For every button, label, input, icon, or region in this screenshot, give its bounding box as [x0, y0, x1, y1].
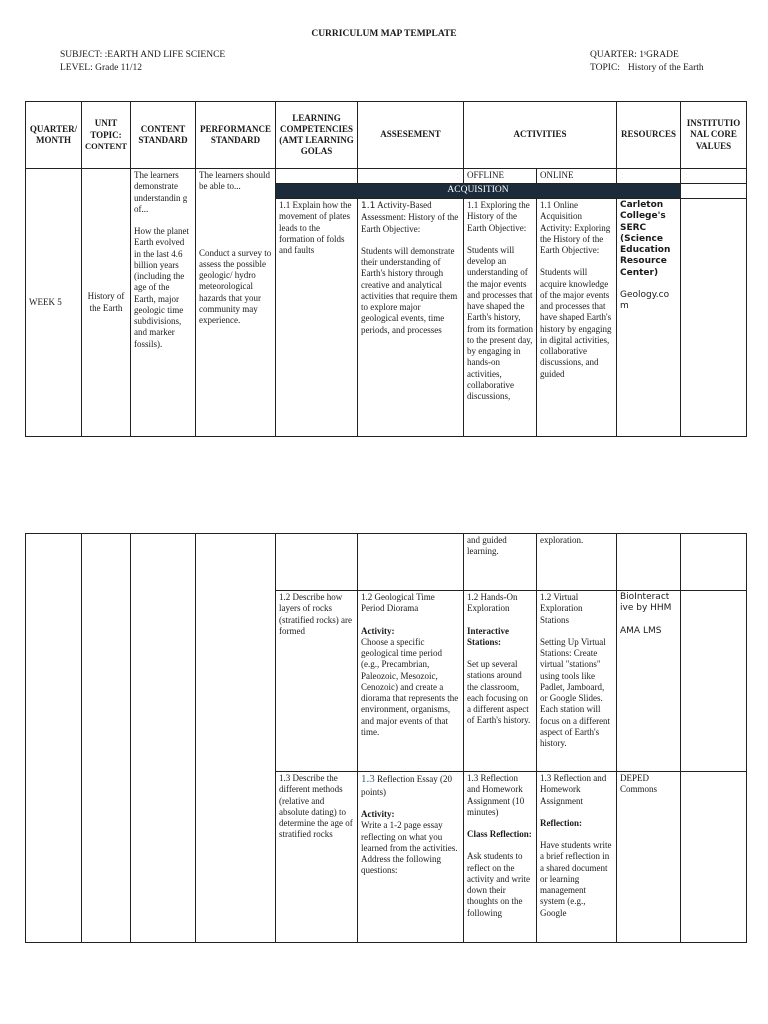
cell-offline-continued: and guided learning. [464, 534, 537, 591]
offline-1-2-body: Set up several stations around the classroom, each focusing on a different aspect of Earth's history. [467, 659, 531, 726]
online-1-1-body: Students will acquire knowledge of the major events and processes that have shaped Earth's history by engaging in digital activities, collaborative discussions, and guided [540, 267, 612, 379]
assessment-1-2-body: Choose a specific geological time period (e.g., Precambrian, Paleozoic, Mesozoic, Cenozoic) and create a diorama that represents the environment, organisms, and major events of that time. [361, 636, 459, 737]
assessment-1-1-heading: Activity-Based Assessment: History of the Earth Objective: [361, 200, 459, 234]
resource-ama-lms: AMA LMS [620, 625, 662, 636]
cell-empty [681, 772, 747, 943]
subject-line: SUBJECT: :EARTH AND LIFE SCIENCE [60, 50, 226, 60]
cell-assessment-1-1 [358, 199, 464, 437]
cell-offline-1-2 [464, 591, 537, 772]
cell-competency-1-3: 1.3 Describe the different methods (relative and absolute dating) to determine the age of stratified rocks [276, 772, 358, 943]
cell-online-1-1 [537, 199, 617, 437]
level-line: LEVEL: Grade 11/12 [60, 63, 142, 73]
cell-assessment-1-2 [358, 591, 464, 772]
cell-online-1-3 [537, 772, 617, 943]
cell-empty [82, 534, 131, 943]
online-1-3-title: 1.3 Reflection and Homework Assignment [540, 773, 607, 806]
resource-serc: Carleton College's SERC (Science Education Resource Center) [620, 200, 671, 278]
cell-online-1-2 [537, 591, 617, 772]
assessment-1-3-number: 1.3 [361, 773, 375, 785]
assessment-1-3-body: Write a 1-2 page essay reflecting on what you learned from the activities. Address the following questions: [361, 820, 458, 876]
cell-empty [131, 534, 196, 943]
header-institutional-core-values: INSTITUTIO NAL CORE VALUES [681, 102, 747, 169]
cell-empty [26, 534, 82, 943]
assessment-1-2-label: Activity: [361, 625, 395, 636]
subheader-online: ONLINE [537, 169, 617, 184]
cell-resources-1-1 [617, 199, 681, 437]
assessment-1-2-title: 1.2 Geological Time Period Diorama [361, 592, 435, 614]
subheader-offline: OFFLINE [464, 169, 537, 184]
cell-empty [617, 169, 681, 184]
header-assessment: ASSESEMENT [358, 102, 464, 169]
offline-1-2-title: 1.2 Hands-On Exploration [467, 592, 518, 614]
document-title: CURRICULUM MAP TEMPLATE [311, 29, 457, 39]
header-performance-standard: PERFORMANCE STANDARD [196, 102, 276, 169]
cell-empty [358, 534, 464, 591]
header-content-standard: CONTENT STANDARD [131, 102, 196, 169]
assessment-1-1-title [361, 200, 460, 235]
header-activities: ACTIVITIES [464, 102, 617, 169]
cell-competency-1-2: 1.2 Describe how layers of rocks (stratified rocks) are formed [276, 591, 358, 772]
online-1-2-title: 1.2 Virtual Exploration Stations [540, 592, 583, 625]
offline-1-2-label: Interactive Stations: [467, 625, 509, 647]
topic-line [590, 63, 704, 75]
topic-value: History of the Earth [627, 63, 704, 73]
assessment-1-1-body: Students will demonstrate their understanding of Earth's history through creative and analytical activities that require them to explore major geological events, time periods, and processes [361, 245, 458, 335]
cell-offline-1-1 [464, 199, 537, 437]
online-1-2-body: Setting Up Virtual Stations: Create virtual "stations" using tools like Padlet, Jamboard, or Google Slides. Each station will focus on a different aspect of Earth's history. [540, 636, 611, 748]
online-1-1-title: 1.1 Online Acquisition Activity: Exploring the History of the Earth Objective: [540, 200, 611, 255]
assessment-1-1-number: 1.1 [361, 201, 376, 211]
assessment-1-3-title [361, 773, 460, 798]
offline-1-1-title: 1.1 Exploring the History of the Earth Objective: [467, 200, 530, 233]
assessment-1-3-label: Activity: [361, 809, 395, 819]
cell-offline-1-3 [464, 772, 537, 943]
cell-performance-standard [196, 169, 276, 437]
header-unit-topic-label: UNIT TOPIC: [90, 118, 122, 140]
quarter-line: QUARTER: 1ˢGRADE [590, 50, 679, 60]
offline-1-3-body: Ask students to reflect on the activity and write down their thoughts on the following [467, 851, 530, 918]
cell-empty [681, 184, 747, 199]
cell-resources-1-2 [617, 591, 681, 772]
content-standard-body: How the planet Earth evolved in the last 4.6 billion years (including the age of the Earth, major geologic time subdivisions, and marker fossils). [134, 226, 189, 349]
acquisition-band: ACQUISITION [276, 184, 681, 199]
cell-empty [681, 169, 747, 184]
offline-1-3-label: Class Reflection: [467, 829, 532, 839]
cell-empty [358, 169, 464, 184]
topic-label: TOPIC: [590, 63, 620, 73]
cell-empty [276, 169, 358, 184]
cell-empty [681, 199, 747, 437]
performance-standard-intro: The learners should be able to... [199, 170, 270, 192]
curriculum-table-page-1 [25, 101, 747, 437]
cell-resources-1-3: DEPED Commons [617, 772, 681, 943]
curriculum-table-page-2 [25, 533, 747, 943]
header-quarter-month: QUARTER/ MONTH [26, 102, 82, 169]
performance-standard-body: Conduct a survey to assess the possible geologic/ hydro meteorological hazards that your community may experience. [199, 247, 272, 325]
cell-competency-1-1: 1.1 Explain how the movement of plates leads to the formation of folds and faults [276, 199, 358, 437]
header-unit-topic [82, 102, 131, 169]
cell-empty [681, 591, 747, 772]
cell-assessment-1-3 [358, 772, 464, 943]
cell-unit-topic: History of the Earth [82, 169, 131, 437]
offline-1-3-title: 1.3 Reflection and Homework Assignment (10 minutes) [467, 773, 525, 817]
online-1-3-label: Reflection: [540, 817, 582, 828]
resource-geology: Geology.co m [620, 289, 670, 311]
cell-empty [617, 534, 681, 591]
cell-online-continued: exploration. [537, 534, 617, 591]
header-learning-competencies: LEARNING COMPETENCIES (AMT LEARNING GOLAS [276, 102, 358, 169]
resource-biointeractive: BioInteract ive by HHM [620, 592, 672, 614]
cell-empty [276, 534, 358, 591]
cell-week: WEEK 5 [26, 169, 82, 437]
assessment-1-3-heading: Reflection Essay (20 points) [361, 774, 452, 797]
header-resources: RESOURCES [617, 102, 681, 169]
cell-empty [681, 534, 747, 591]
cell-content-standard [131, 169, 196, 437]
content-standard-intro: The learners demonstrate understandin g of... [134, 170, 188, 214]
offline-1-1-body: Students will develop an understanding of the major events and processes that have shaped the Earth's history, from its formation to the present day, by engaging in hands-on activities, collaborative discussions, [467, 244, 533, 401]
header-unit-content-label: CONTENT [85, 140, 128, 151]
cell-empty [196, 534, 276, 943]
online-1-3-body: Have students write a brief reflection in a shared document or learning management system (e.g., Google [540, 840, 612, 918]
